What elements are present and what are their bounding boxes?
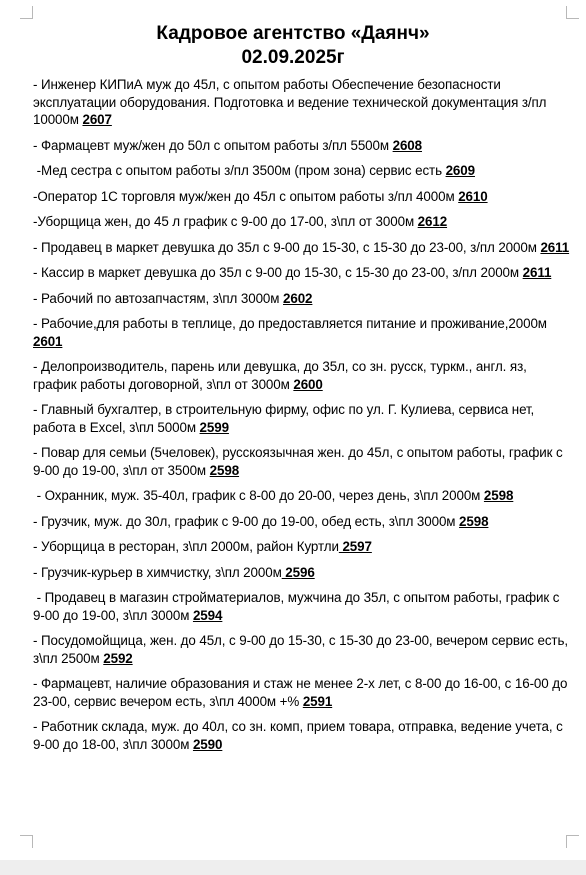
vacancy-item — [33, 513, 571, 531]
vacancy-item — [33, 632, 571, 667]
vacancy-text: - Грузчик-курьер в химчистку, з\пл 2000м — [33, 564, 282, 580]
vacancy-text: -Оператор 1С торговля муж/жен до 45л с опытом работы з/пл 4000м — [33, 188, 459, 204]
vacancy-code: 2600 — [293, 376, 323, 392]
vacancy-text: - Главный бухгалтер, в строительную фирму, офис по ул. Г. Кулиева, сервиса нет, работа в Excel, з\пл 5000м — [33, 402, 535, 435]
vacancy-text: -Уборщица жен, до 45 л график с 9-00 до 17-00, з\пл от 3000м — [33, 214, 418, 229]
vacancy-text: - Фармацевт муж/жен до 50л с опытом работы з/пл 5500м — [33, 137, 393, 153]
vacancy-text: - Повар для семьи (5человек), русскоязычная жен. до 45л, с опытом работы, график с 9-00 до 19-00, з\пл от 3500м — [33, 445, 563, 478]
vacancy-text: -Мед сестра с опытом работы з/пл 3500м (пром зона) сервис есть — [33, 163, 446, 178]
vacancy-text: - Инженер КИПиА муж до 45л, с опытом работы Обеспечение безопасности эксплуатации оборудования. Подготовка и ведение технической документация з/пл 10000м — [33, 77, 547, 127]
vacancy-item — [33, 564, 571, 582]
vacancy-code: 2598 — [483, 488, 514, 503]
vacancy-item — [33, 538, 571, 556]
vacancy-code: 2594 — [192, 607, 223, 623]
vacancy-item — [33, 675, 571, 710]
page-corner-mark — [566, 835, 579, 848]
document-header — [0, 22, 586, 70]
vacancy-code: 2591 — [302, 693, 333, 709]
vacancy-code: 2607 — [82, 112, 112, 127]
vacancy-text: - Работник склада, муж. до 40л, со зн. комп, прием товара, отправка, ведение учета, с 9-00 до 18-00, з\пл 3000м — [33, 719, 563, 752]
vacancy-item — [33, 213, 571, 231]
vacancy-item — [33, 718, 571, 753]
page-corner-mark — [20, 6, 33, 19]
page-title: Кадровое агентство «Даянч» — [156, 23, 430, 44]
vacancy-text: - Делопроизводитель, парень или девушка, до 35л, со зн. русск, туркм., англ. яз, график работы договорной, з\пл от 3000м — [33, 359, 527, 392]
vacancy-code: 2596 — [281, 564, 315, 580]
page-bottom-strip — [0, 860, 586, 875]
vacancy-text: - Рабочие,для работы в теплице, до предоставляется питание и проживание,2000м — [33, 316, 547, 331]
vacancy-code: 2599 — [199, 419, 229, 435]
vacancy-code: 2611 — [540, 239, 570, 255]
vacancy-item — [33, 487, 571, 505]
vacancy-item — [33, 264, 571, 282]
vacancy-text: - Уборщица в ресторан, з\пл 2000м, район Куртли — [33, 539, 339, 554]
vacancy-item — [33, 239, 571, 257]
page-date: 02.09.2025г — [241, 47, 345, 68]
vacancy-text: - Кассир в маркет девушка до 35л с 9-00 до 15-30, с 15-30 до 23-00, з/пл 2000м — [33, 265, 523, 280]
vacancy-code: 2592 — [103, 650, 133, 666]
vacancy-code: 2610 — [458, 188, 488, 204]
vacancy-item — [33, 358, 571, 393]
vacancy-list — [33, 76, 571, 761]
vacancy-code: 2608 — [392, 137, 422, 153]
vacancy-text: - Посудомойщица, жен. до 45л, с 9-00 до 15-30, с 15-30 до 23-00, вечером сервис есть, з\пл 2500м — [33, 633, 568, 666]
vacancy-text: - Продавец в маркет девушка до 35л с 9-00 до 15-30, с 15-30 до 23-00, з/пл 2000м — [33, 239, 541, 255]
vacancy-code: 2598 — [459, 513, 489, 529]
vacancy-code: 2597 — [338, 539, 372, 554]
vacancy-item — [33, 137, 571, 155]
vacancy-text: - Охранник, муж. 35-40л, график с 8-00 до 20-00, через день, з\пл 2000м — [33, 488, 484, 503]
vacancy-item — [33, 76, 571, 129]
vacancy-item — [33, 589, 571, 624]
vacancy-code: 2609 — [445, 163, 475, 178]
page-corner-mark — [20, 835, 33, 848]
vacancy-code: 2611 — [522, 265, 552, 280]
vacancy-item — [33, 401, 571, 436]
vacancy-item — [33, 188, 571, 206]
vacancy-code: 2598 — [209, 462, 240, 478]
vacancy-item — [33, 162, 571, 180]
vacancy-code: 2612 — [417, 214, 448, 229]
vacancy-text: - Грузчик, муж. до 30л, график с 9-00 до 19-00, обед есть, з\пл 3000м — [33, 513, 460, 529]
vacancy-code: 2602 — [283, 290, 313, 306]
vacancy-text: - Фармацевт, наличие образования и стаж не менее 2-х лет, с 8-00 до 16-00, с 16-00 до 23-00, сервис вечером есть, з\пл 4000м +% — [33, 676, 568, 709]
vacancy-item — [33, 290, 571, 308]
vacancy-text: - Продавец в магазин стройматериалов, мужчина до 35л, с опытом работы, график с 9-00 до 19-00, з\пл 3000м — [33, 590, 563, 623]
vacancy-item — [33, 444, 571, 479]
vacancy-item — [33, 315, 571, 350]
vacancy-code: 2590 — [192, 736, 223, 752]
vacancy-text: - Рабочий по автозапчастям, з\пл 3000м — [33, 290, 284, 306]
vacancy-code: 2601 — [33, 333, 63, 349]
page-corner-mark — [566, 6, 579, 19]
